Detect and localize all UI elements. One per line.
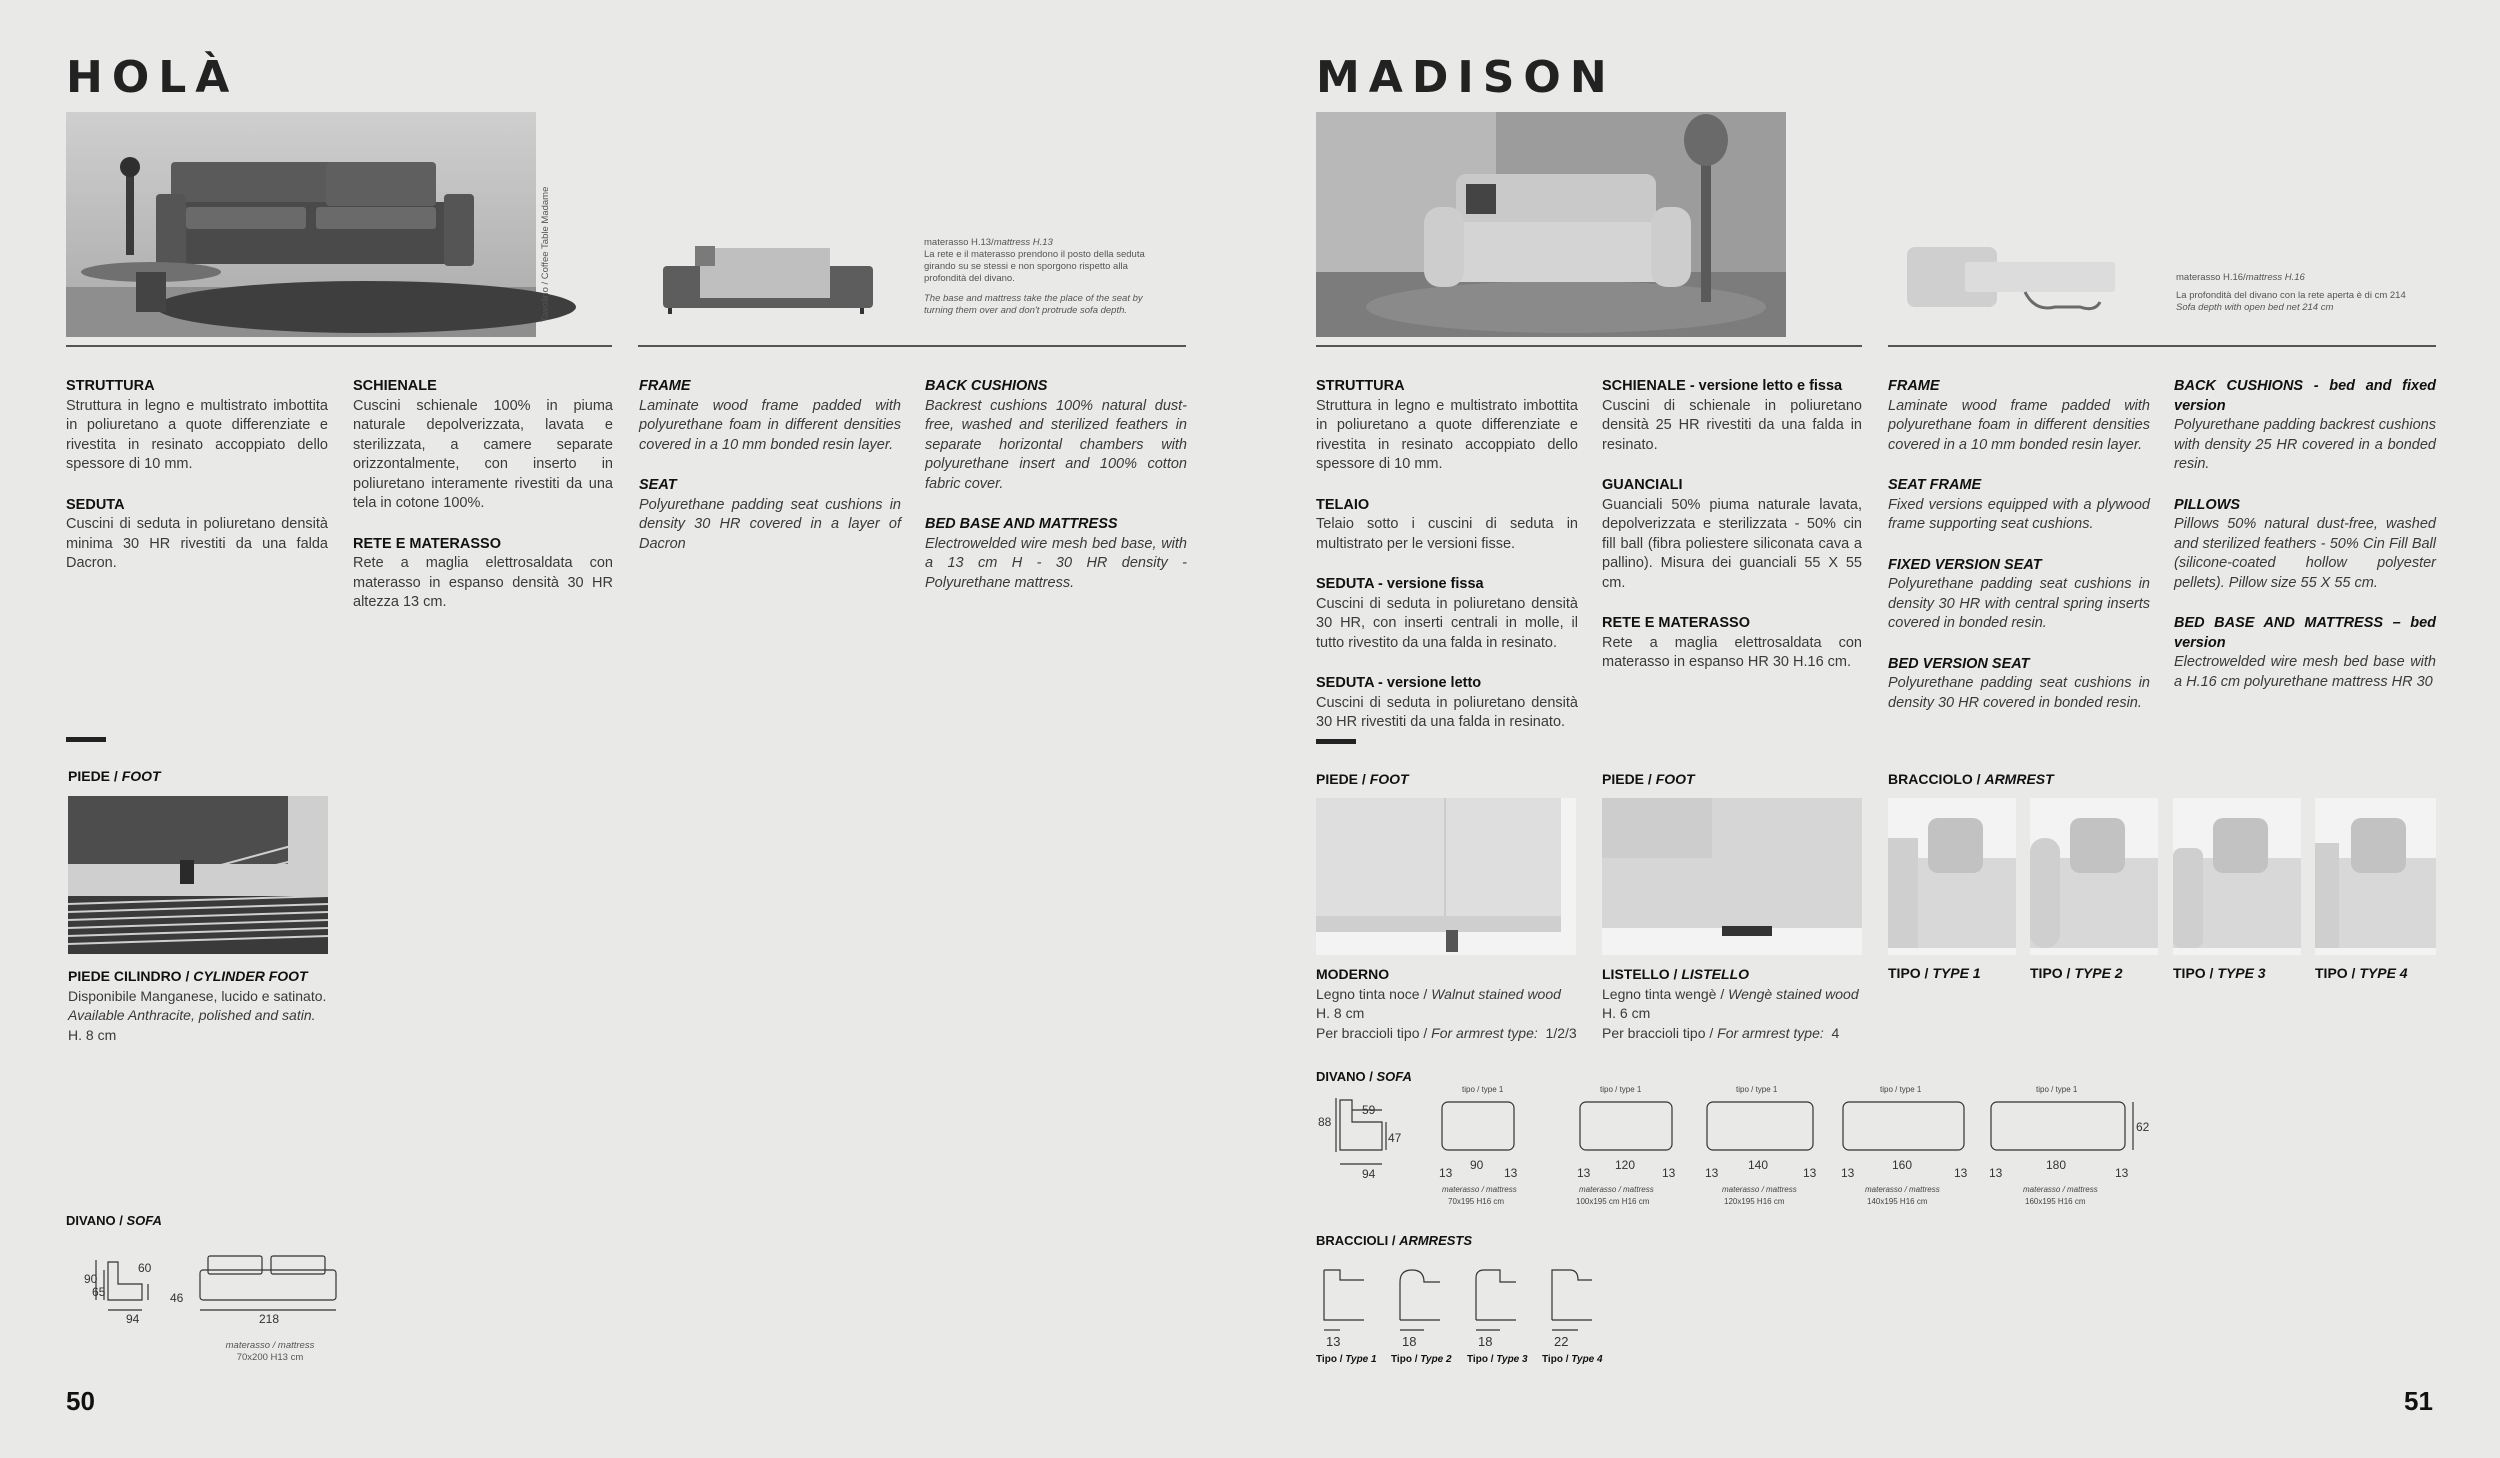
- armrest-type-4-label: TIPO / TYPE 4: [2315, 965, 2408, 981]
- hola-mattress-caption: materasso / mattress 70x200 H13 cm: [225, 1340, 315, 1363]
- width-dim: 120: [1615, 1158, 1636, 1172]
- hola-foot-caption: PIEDE CILINDRO / CYLINDER FOOT Disponibile Manganese, lucido e satinato. Available Anthracite, polished and satin. H. 8 cm: [68, 968, 327, 1043]
- arm-dim: 13: [1954, 1166, 1968, 1180]
- mattress-caption: materasso / mattress: [1579, 1185, 1654, 1194]
- mattress-caption: materasso / mattress: [1865, 1185, 1940, 1194]
- madison-foot1-caption: MODERNO Legno tinta noce / Walnut stained wood H. 8 cm Per braccioli tipo / For armrest type: 1/2/3: [1316, 966, 1577, 1041]
- armrest-type-3-label: TIPO / TYPE 3: [2173, 965, 2266, 981]
- dim-46: 46: [170, 1291, 184, 1305]
- arm-dim: 13: [1662, 1166, 1676, 1180]
- dim-65: 65: [92, 1285, 106, 1299]
- madison-foot1-label: PIEDE / FOOT: [1316, 771, 1409, 787]
- mattress-size: 100x195 cm H16 cm: [1576, 1197, 1650, 1206]
- dim-59: 59: [1362, 1103, 1376, 1117]
- madison-armrests-label: BRACCIOLI / ARMRESTS: [1316, 1233, 1473, 1248]
- section-dash: [66, 737, 106, 742]
- tipo-caption: tipo / type 1: [1462, 1085, 1504, 1094]
- dim-94: 94: [126, 1312, 140, 1326]
- armrest-width: 22: [1554, 1334, 1569, 1349]
- madison-armrest-label: BRACCIOLO / ARMREST: [1888, 771, 2054, 787]
- page-title-hola: HOLÀ: [66, 52, 239, 103]
- arm-dim: 13: [1577, 1166, 1591, 1180]
- tipo-caption: tipo / type 1: [1880, 1085, 1922, 1094]
- armrest-caption-3: Tipo / Type 3: [1467, 1354, 1528, 1365]
- page-number-50: 50: [66, 1386, 95, 1416]
- madison-foot2-label: PIEDE / FOOT: [1602, 771, 1695, 787]
- hola-bed-photo: [660, 238, 875, 320]
- armrest-caption-4: Tipo / Type 4: [1542, 1354, 1603, 1365]
- mattress-size: 70x195 H16 cm: [1448, 1197, 1505, 1206]
- divider: [1316, 345, 1862, 347]
- divider: [1888, 345, 2436, 347]
- madison-sofa-diagram: [1312, 1080, 2192, 1210]
- page-title-madison: MADISON: [1316, 52, 1616, 103]
- armrest-type-2-photo: [2030, 798, 2158, 955]
- hola-col-2: SCHIENALE Cuscini schienale 100% in piuma naturale depolverizzata, lavata e sterilizzata, a camere separate orizzontalmente, con inserto in poliuretano interamente rivestiti da una tela in cotone 100%. RETE E MATERASSO Rete a maglia elettrosaldata con materasso in espanso densità 30 HR altezza 13 cm.: [353, 378, 613, 610]
- dim-218: 218: [259, 1312, 280, 1326]
- madison-foot2-caption: LISTELLO / LISTELLO Legno tinta wengè / Wengè stained wood H. 6 cm Per braccioli tipo / For armrest type: 4: [1602, 966, 1859, 1041]
- mattress-caption: materasso / mattress: [2023, 1185, 2098, 1194]
- madison-col-3: FRAME Laminate wood frame padded with polyurethane foam in different densities covered in a 10 mm bonded resin layer. SEAT FRAME Fixed versions equipped with a plywood frame supporting seat cushions. FIXED VERSION SEAT Polyurethane padding seat cushions in density 30 HR with central spring inserts covered in bonded resin. BED VERSION SEAT Polyurethane padding seat cushions in density 30 HR covered in bonded resin.: [1888, 378, 2150, 711]
- armrest-width: 18: [1402, 1334, 1417, 1349]
- mattress-caption: materasso / mattress: [1722, 1185, 1797, 1194]
- armrest-caption-1: Tipo / Type 1: [1316, 1354, 1377, 1365]
- divider: [638, 345, 1186, 347]
- dim-62: 62: [2136, 1120, 2150, 1134]
- hola-sofa-label: DIVANO / SOFA: [66, 1213, 162, 1228]
- armrest-type-3-photo: [2173, 798, 2301, 955]
- dim-88: 88: [1318, 1115, 1332, 1129]
- madison-mattress-note: materasso H.16/mattress H.16 La profondità del divano con la rete aperta è di cm 214 Sofa depth with open bed net 214 cm: [2176, 272, 2406, 313]
- hola-foot-photo: [68, 796, 328, 954]
- arm-dim: 13: [1504, 1166, 1518, 1180]
- arm-dim: 13: [1841, 1166, 1855, 1180]
- photo-credit: Tavolino / Coffee Table Madame: [540, 186, 551, 322]
- mattress-size: 160x195 H16 cm: [2025, 1197, 2086, 1206]
- madison-col-4: BACK CUSHIONS - bed and fixed version Polyurethane padding backrest cushions with density 25 HR covered in a bonded resin. PILLOWS Pillows 50% natural dust-free, washed and sterilized feathers - 50% Cin Fill Ball (silicone-coated hollow polyester pellets). Pillow size 55 X 55 cm. BED BASE AND MATTRESS – bed version Electrowelded wire mesh bed base with a H.16 cm polyurethane mattress HR 30: [2174, 378, 2436, 690]
- armrest-type-4-photo: [2315, 798, 2436, 955]
- madison-foot2-photo: [1602, 798, 1862, 955]
- dim-90: 90: [84, 1272, 98, 1286]
- armrest-type-1-photo: [1888, 798, 2016, 955]
- armrest-width: 13: [1326, 1334, 1341, 1349]
- tipo-caption: tipo / type 1: [1600, 1085, 1642, 1094]
- arm-dim: 13: [2115, 1166, 2129, 1180]
- divider: [66, 345, 612, 347]
- madison-sofa-photo: [1316, 112, 1786, 337]
- mattress-size: 120x195 H16 cm: [1724, 1197, 1785, 1206]
- width-dim: 90: [1470, 1158, 1484, 1172]
- tipo-caption: tipo / type 1: [1736, 1085, 1778, 1094]
- hola-foot-label: PIEDE / FOOT: [68, 768, 161, 784]
- hola-mattress-note: materasso H.13/mattress H.13 La rete e il materasso prendono il posto della seduta girando su se stessi e non sporgono rispetto alla profondità del divano. The base and mattress take the place of the seat by turning them over and don't protrude sofa depth.: [924, 237, 1145, 316]
- page-number-51: 51: [2404, 1386, 2433, 1416]
- hola-col-1: STRUTTURA Struttura in legno e multistrato imbottita in poliuretano a quote differenziate e rivestita in resinato accoppiato dello spessore di 10 mm. SEDUTA Cuscini di seduta in poliuretano densità minima 30 HR rivestiti da una falda Dacron.: [66, 378, 328, 571]
- dim-94: 94: [1362, 1167, 1376, 1181]
- madison-bed-photo: [1905, 232, 2120, 327]
- armrest-width: 18: [1478, 1334, 1493, 1349]
- hola-sofa-diagram: [66, 1248, 366, 1326]
- section-dash: [1316, 739, 1356, 744]
- armrest-caption-2: Tipo / Type 2: [1391, 1354, 1452, 1365]
- tipo-caption: tipo / type 1: [2036, 1085, 2078, 1094]
- hola-sofa-photo: [66, 112, 536, 337]
- madison-sofa-label: DIVANO / SOFA: [1316, 1069, 1412, 1084]
- dim-47: 47: [1388, 1131, 1402, 1145]
- madison-col-1: STRUTTURA Struttura in legno e multistrato imbottita in poliuretano a quote differenziate e rivestita in resinato accoppiato dello spessore di 10 mm. TELAIO Telaio sotto i cuscini di seduta in multistrato per le versioni fisse. SEDUTA - versione fissa Cuscini di seduta in poliuretano densità 30 HR, con inserti centrali in molle, il tutto rivestito da una falda in resinato. SEDUTA - versione letto Cuscini di seduta in poliuretano densità 30 HR rivestiti da una falda in resinato.: [1316, 378, 1578, 730]
- arm-dim: 13: [1439, 1166, 1453, 1180]
- dim-60: 60: [138, 1261, 152, 1275]
- arm-dim: 13: [1989, 1166, 2003, 1180]
- armrest-type-1-label: TIPO / TYPE 1: [1888, 965, 1981, 981]
- hola-col-4: BACK CUSHIONS Backrest cushions 100% natural dust-free, washed and sterilized feathers in separate horizontal chambers with polyurethane insert and 100% cotton fabric cover. BED BASE AND MATTRESS Electrowelded wire mesh bed base, with a 13 cm H - 30 HR density - Polyurethane mattress.: [925, 378, 1187, 591]
- width-dim: 180: [2046, 1158, 2067, 1172]
- arm-dim: 13: [1705, 1166, 1719, 1180]
- mattress-caption: materasso / mattress: [1442, 1185, 1517, 1194]
- hola-col-3: FRAME Laminate wood frame padded with polyurethane foam in different densities covered in a 10 mm bonded resin layer. SEAT Polyurethane padding seat cushions in density 30 HR covered in a layer of Dacron: [639, 378, 901, 552]
- width-dim: 160: [1892, 1158, 1913, 1172]
- width-dim: 140: [1748, 1158, 1769, 1172]
- arm-dim: 13: [1803, 1166, 1817, 1180]
- madison-foot1-photo: [1316, 798, 1576, 955]
- armrest-type-2-label: TIPO / TYPE 2: [2030, 965, 2123, 981]
- madison-col-2: SCHIENALE - versione letto e fissa Cuscini di schienale in poliuretano densità 25 HR rivestiti da una falda in resinato. GUANCIALI Guanciali 50% piuma naturale lavata, depolverizzata e sterilizzata - 50% cin fill ball (fibra poliestere siliconata cava a pallino). Misura dei guanciali 55 X 55 cm. RETE E MATERASSO Rete a maglia elettrosaldata con materasso in espanso HR 30 H.16 cm.: [1602, 378, 1862, 670]
- mattress-size: 140x195 H16 cm: [1867, 1197, 1928, 1206]
